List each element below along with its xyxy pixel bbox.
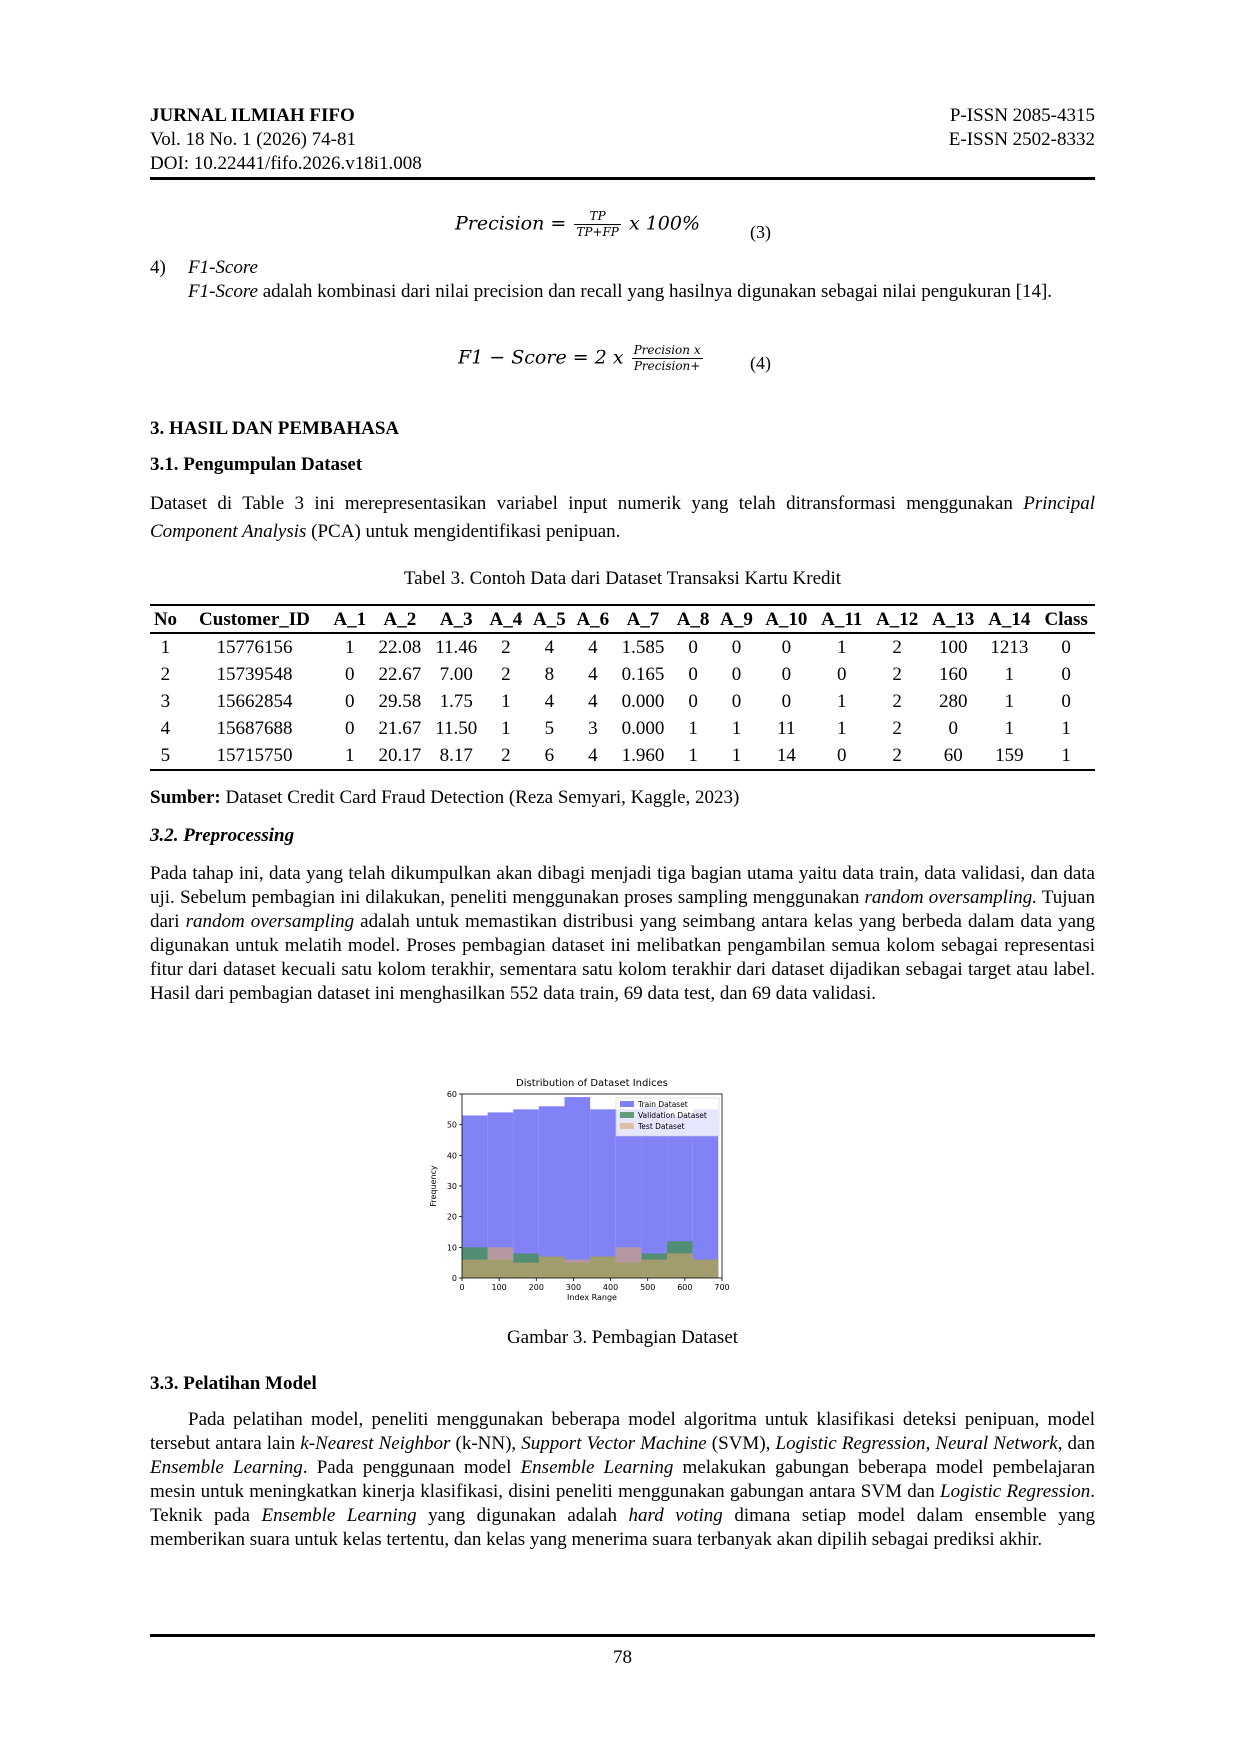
table-cell: 15776156 (216, 637, 293, 658)
table-cell: 21.67 (378, 718, 422, 739)
column-header: A_11 (814, 605, 869, 633)
table-cell: 4 (588, 664, 598, 685)
table-cell: 1.75 (439, 691, 473, 712)
table-cell: 0 (1061, 664, 1071, 685)
table-cell: 0 (781, 691, 792, 712)
table-cell: 4 (588, 637, 598, 658)
section-3-heading: 3. HASIL DAN PEMBAHASA (150, 418, 400, 439)
table-cell: 0 (1061, 691, 1071, 712)
s31-text-a: Dataset di Table 3 ini merepresentasikan variabel input numerik yang telah ditransformasi menggunakan (150, 493, 1024, 514)
table-cell: 0 (814, 742, 869, 770)
header-rule (150, 177, 1095, 180)
column-header: A_12 (869, 605, 925, 633)
s32-text-a: Pada tahap ini, data yang telah dikumpulkan akan dibagi menjadi tiga bagian utama yaitu data train, data validasi, dan data uji. Sebelum pembagian ini dilakukan, peneliti menggunakan proses sampling menggunakan (150, 863, 1095, 908)
table-cell: 1 (715, 742, 758, 770)
y-tick-label: 10 (446, 1243, 457, 1253)
bar-test-dataset (513, 1263, 539, 1278)
table-cell: 29.58 (378, 691, 422, 712)
eq4-numerator: Precision x (633, 343, 701, 357)
table-cell: 0 (781, 637, 792, 658)
table-cell: 1 (1037, 742, 1095, 770)
s33-hv: hard voting (628, 1505, 723, 1526)
column-header: A_2 (372, 605, 429, 633)
table-cell: 4 (544, 637, 555, 658)
table-cell: 0 (345, 718, 355, 739)
eq3-denominator: TP+FP (576, 225, 619, 239)
section-3-1-heading: 3.1. Pengumpulan Dataset (150, 454, 363, 475)
table-cell: 0 (688, 637, 698, 658)
eq3-rhs: x 100% (628, 212, 701, 235)
table-cell: 0 (836, 664, 847, 685)
s33-s: dimana setiap model dalam ensemble yang memberikan suara untuk kelas tertentu, dan kelas yang menerima suara terbanyak akan dipilih sebagai prediksi akhir. (150, 1505, 1096, 1550)
bar-test-dataset (462, 1260, 488, 1278)
table-cell: 1 (1004, 691, 1015, 712)
table-cell: 0 (688, 664, 698, 685)
eq3-number: (3) (750, 222, 771, 242)
table-cell: 4 (571, 742, 614, 770)
y-axis-label: Frequency (429, 1165, 438, 1207)
item-4-number: 4) (150, 257, 166, 278)
journal-volume: Vol. 18 No. 1 (2026) 74-81 (150, 129, 357, 150)
table-cell: 11.50 (435, 718, 478, 739)
table-header-row (150, 605, 1095, 633)
table-cell: 4 (160, 718, 171, 739)
eq4-number: (4) (750, 353, 771, 373)
bar-train-dataset (513, 1109, 539, 1278)
s32-text-e: adalah untuk memastikan distribusi yang seimbang antara kelas yang berbeda dalam data yang digunakan untuk melatih model. Proses pembagian dataset ini melibatkan pengambilan semua kolom sebagai representasi fitur dari dataset kecuali satu kolom terakhir, sementara satu kolom terakhir dari dataset dijadikan sebagai target atau label. Hasil dari pembagian dataset ini menghasilkan 552 data train, 69 data test, dan 69 data validasi. (150, 911, 1095, 1004)
section-3-3-heading: 3.3. Pelatihan Model (150, 1373, 317, 1394)
legend-swatch (620, 1101, 634, 1107)
footer-rule (150, 1634, 1095, 1637)
eq4-denominator: Precision+ (632, 358, 703, 374)
table-cell: 1.585 (621, 637, 665, 658)
table-cell: 0 (731, 637, 742, 658)
eq4-lhs: F1 − Score = 2 x (458, 346, 624, 369)
table-3 (150, 604, 1095, 771)
table-row (150, 742, 1095, 770)
column-header: A_1 (328, 605, 371, 633)
table-cell: 0.165 (621, 664, 665, 685)
table-cell: 1 (501, 691, 511, 712)
table-cell: 4 (544, 691, 555, 712)
s33-m: melakukan gabungan beberapa model pembelajaran mesin untuk meningkatkan kinerja klasifikasi, disini peneliti menggunakan gabungan antara SVM dan (150, 1457, 1095, 1502)
table-cell: 159 (981, 742, 1037, 770)
table-cell: 1 (160, 637, 171, 658)
s33-q: yang digunakan adalah (416, 1505, 629, 1526)
bar-test-dataset (488, 1247, 514, 1278)
chart-layer (429, 1078, 730, 1302)
item-4-title (150, 256, 1095, 280)
page-number: 78 (613, 1647, 632, 1668)
table-cell: 6 (528, 742, 571, 770)
eq3-fraction (574, 209, 621, 240)
table-cell: 1 (1004, 718, 1015, 739)
table-cell: 3 (160, 691, 171, 712)
equation-3 (455, 209, 700, 240)
table-cell: 1 (688, 718, 698, 739)
journal-eissn: E-ISSN 2502-8332 (948, 129, 1095, 150)
table-cell: 2 (892, 664, 902, 685)
table-cell: 15687688 (216, 718, 293, 739)
journal-doi: DOI: 10.22441/fifo.2026.v18i1.008 (150, 153, 422, 174)
journal-name: JURNAL ILMIAH FIFO (150, 105, 355, 126)
table-row (150, 688, 1095, 715)
column-header: Customer_ID (181, 605, 328, 633)
x-tick-label: 500 (640, 1283, 656, 1292)
s33-lr: Logistic Regression (775, 1433, 926, 1454)
table-cell: 2 (869, 742, 925, 770)
table-cell: 22.67 (378, 664, 422, 685)
x-tick-label: 300 (565, 1283, 582, 1292)
figure-3-caption: Gambar 3. Pembagian Dataset (506, 1327, 739, 1348)
s33-g: , (925, 1433, 936, 1454)
table-cell: 1 (328, 742, 371, 770)
table-cell: 1 (345, 637, 355, 658)
table-3-source (150, 786, 1095, 810)
table-cell: 8.17 (428, 742, 484, 770)
x-tick-label: 600 (677, 1283, 693, 1292)
journal-pissn: P-ISSN 2085-4315 (949, 105, 1095, 126)
source-text: Dataset Credit Card Fraud Detection (Reza Semyari, Kaggle, 2023) (220, 787, 740, 808)
bar-test-dataset (565, 1260, 591, 1278)
table-cell: 60 (925, 742, 981, 770)
table-cell: 2 (892, 637, 902, 658)
table-cell: 15739548 (216, 664, 293, 685)
s32-term-b: random oversampling (185, 911, 355, 932)
bar-test-dataset (641, 1260, 667, 1278)
eq3-numerator: TP (589, 209, 606, 223)
eq3-lhs: Precision = (455, 212, 567, 235)
bar-test-dataset (693, 1260, 719, 1278)
table-cell: 15662854 (216, 691, 293, 712)
table-cell: 1 (1004, 664, 1015, 685)
table-cell: 11.46 (435, 637, 478, 658)
table-row (150, 633, 1095, 661)
table-cell: 0 (781, 664, 792, 685)
s33-svm: Support Vector Machine (521, 1433, 707, 1454)
table-cell: 1 (836, 637, 847, 658)
bar-test-dataset (616, 1247, 642, 1278)
table-cell: 0 (345, 691, 355, 712)
s33-el: Ensemble Learning (150, 1457, 303, 1478)
legend-label: Train Dataset (638, 1100, 688, 1109)
section-3-2-heading: 3.2. Preprocessing (150, 825, 295, 846)
table-cell: 4 (588, 691, 598, 712)
s33-nn: Neural Network (935, 1433, 1058, 1454)
table-cell: 5 (544, 718, 555, 739)
table-cell: 1 (731, 718, 742, 739)
section-3-1-paragraph (150, 490, 1095, 546)
y-tick-label: 20 (446, 1212, 457, 1222)
column-header: A_10 (758, 605, 814, 633)
y-tick-label: 60 (446, 1090, 457, 1099)
bar-train-dataset (539, 1106, 565, 1278)
table-cell: 0 (731, 691, 742, 712)
table-cell: 0.000 (621, 718, 665, 739)
s33-o: . Teknik pada (150, 1481, 1095, 1526)
table-cell: 1.960 (615, 742, 672, 770)
y-tick-label: 40 (446, 1151, 457, 1161)
table-cell: 2 (501, 637, 511, 658)
table-cell: 2 (160, 664, 171, 685)
column-header: A_3 (428, 605, 484, 633)
bar-test-dataset (539, 1257, 565, 1278)
table-cell: 1 (501, 718, 511, 739)
legend-swatch (620, 1112, 634, 1118)
table-cell: 2 (892, 691, 902, 712)
s33-i: , dan (1057, 1433, 1095, 1454)
table-cell: 0.000 (621, 691, 665, 712)
s32-term-a: random oversampling. (864, 887, 1037, 908)
table-cell: 7.00 (439, 664, 473, 685)
y-tick-label: 50 (446, 1120, 457, 1130)
table-row (150, 661, 1095, 688)
chart-title: Distribution of Dataset Indices (516, 1078, 668, 1089)
source-label: Sumber: (150, 787, 221, 808)
table-cell: 3 (588, 718, 598, 739)
s32-text-c: Tujuan dari (150, 887, 1095, 932)
table-cell: 0 (345, 664, 355, 685)
s33-knn: k-Nearest Neighbor (300, 1433, 451, 1454)
table-cell: 0 (1061, 637, 1071, 658)
table-row (150, 715, 1095, 742)
table-cell: 1213 (990, 637, 1029, 658)
legend-label: Test Dataset (638, 1122, 685, 1131)
table-cell: 160 (938, 664, 968, 685)
x-tick-label: 400 (602, 1283, 619, 1292)
f1-term: F1-Score (188, 281, 258, 302)
table-cell: 1 (1061, 718, 1071, 739)
table-cell: 5 (150, 742, 181, 770)
table-cell: 100 (938, 637, 968, 658)
table-cell: 1 (671, 742, 714, 770)
table-cell: 280 (938, 691, 968, 712)
table-cell: 20.17 (372, 742, 429, 770)
eq4-fraction (632, 343, 703, 374)
column-header: A_13 (925, 605, 981, 633)
table-3-caption: Tabel 3. Contoh Data dari Dataset Transaksi Kartu Kredit (403, 568, 842, 589)
column-header: A_6 (571, 605, 614, 633)
s33-c: (k-NN), (450, 1433, 522, 1454)
column-header: A_7 (615, 605, 672, 633)
item-4-text: adalah kombinasi dari nilai precision dan recall yang hasilnya digunakan sebagai nilai pengukuran [14]. (258, 281, 1053, 302)
column-header: A_9 (715, 605, 758, 633)
s33-lr-2: Logistic Regression (940, 1481, 1091, 1502)
table-cell: 11 (777, 718, 796, 739)
dataset-distribution-chart (422, 1066, 962, 1311)
s33-el-2: Ensemble Learning (520, 1457, 674, 1478)
table-cell: 15715750 (181, 742, 328, 770)
column-header: Class (1037, 605, 1095, 633)
s33-e: (SVM), (706, 1433, 776, 1454)
column-header: A_5 (528, 605, 571, 633)
x-tick-label: 700 (714, 1283, 730, 1292)
bar-test-dataset (590, 1257, 616, 1278)
legend-label: Validation Dataset (638, 1111, 707, 1120)
table-cell: 8 (544, 664, 555, 685)
y-tick-label: 0 (451, 1274, 457, 1283)
bar-train-dataset (590, 1109, 616, 1278)
table-cell: 1 (836, 691, 847, 712)
x-tick-label: 100 (491, 1283, 507, 1292)
x-axis-label: Index Range (567, 1293, 617, 1302)
table-cell: 0 (948, 718, 958, 739)
x-tick-label: 200 (528, 1283, 544, 1292)
bar-test-dataset (667, 1253, 693, 1278)
item-4-heading: F1-Score (188, 257, 258, 278)
s33-a: Pada pelatihan model, peneliti menggunakan beberapa model algoritma untuk klasifikasi deteksi penipuan, model tersebut antara lain (150, 1409, 1095, 1454)
table-cell: 22.08 (378, 637, 422, 658)
s33-el-3: Ensemble Learning (261, 1505, 417, 1526)
s31-pca-term: Principal Component Analysis (150, 493, 1095, 542)
equation-4 (458, 343, 705, 374)
x-tick-label: 0 (459, 1283, 465, 1292)
item-4-paragraph (188, 280, 1095, 304)
column-header: A_4 (484, 605, 527, 633)
legend-swatch (620, 1123, 634, 1129)
column-header: No (150, 605, 181, 633)
table-cell: 0 (688, 691, 698, 712)
s31-text-b: (PCA) untuk mengidentifikasi penipuan. (306, 521, 621, 542)
table-cell: 2 (501, 664, 511, 685)
table-cell: 14 (758, 742, 814, 770)
table-cell: 1 (836, 718, 847, 739)
y-tick-label: 30 (446, 1182, 457, 1191)
table-cell: 2 (484, 742, 527, 770)
bar-train-dataset (565, 1097, 591, 1278)
column-header: A_14 (981, 605, 1037, 633)
table-cell: 0 (731, 664, 742, 685)
section-3-2-paragraph (150, 862, 1095, 1006)
section-3-3-paragraph (150, 1408, 1095, 1552)
table-cell: 2 (892, 718, 902, 739)
s33-k: . Pada penggunaan model (302, 1457, 521, 1478)
column-header: A_8 (671, 605, 714, 633)
